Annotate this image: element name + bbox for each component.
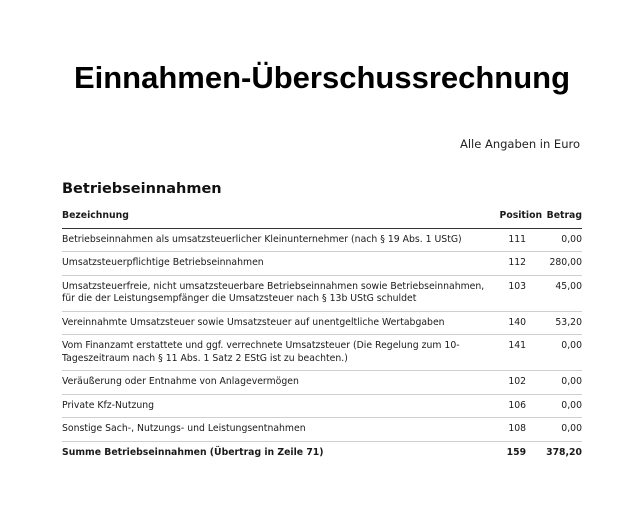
row-position: 103 — [508, 280, 527, 292]
table-row — [62, 335, 582, 371]
table-row — [62, 418, 582, 442]
table-row — [62, 252, 582, 276]
header-description: Bezeichnung — [62, 206, 498, 228]
sum-amount: 378,20 — [546, 446, 582, 458]
header-amount: Betrag — [542, 206, 582, 228]
row-position: 141 — [508, 340, 527, 351]
row-position: 140 — [508, 316, 527, 328]
row-description: Betriebseinnahmen als umsatzsteuerlicher Kleinunternehmer (nach § 19 Abs. 1 UStG) — [62, 228, 498, 252]
row-amount: 0,00 — [542, 418, 582, 442]
table-header-row — [62, 206, 582, 228]
row-amount: 53,20 — [542, 311, 582, 335]
currency-note: Alle Angaben in Euro — [459, 137, 580, 151]
table-row — [62, 228, 582, 252]
row-amount: 0,00 — [542, 371, 582, 395]
row-description: Umsatzsteuerfreie, nicht umsatzsteuerbare Betriebseinnahmen sowie Betriebseinnahmen, für die der Leistungsempfänger die Umsatzsteuer nach § 13b UStG schuldet — [62, 275, 498, 311]
page-title: Einnahmen-Überschussrechnung — [73, 60, 571, 95]
table-row — [62, 311, 582, 335]
sum-description: Summe Betriebseinnahmen (Übertrag in Zeile 71) — [62, 446, 324, 458]
row-description: Private Kfz-Nutzung — [62, 394, 498, 418]
table-row — [62, 394, 582, 418]
section-heading: Betriebseinnahmen — [62, 181, 222, 197]
row-description: Sonstige Sach-, Nutzungs- und Leistungsentnahmen — [62, 418, 498, 442]
table-row — [62, 371, 582, 395]
row-amount: 45,00 — [542, 275, 582, 311]
sum-row — [62, 441, 582, 464]
header-position: Position — [498, 206, 542, 228]
row-amount: 280,00 — [542, 252, 582, 276]
row-description: Vereinnahmte Umsatzsteuer sowie Umsatzsteuer auf unentgeltliche Wertabgaben — [62, 311, 498, 335]
table-row — [62, 275, 582, 311]
row-amount: 0,00 — [542, 394, 582, 418]
row-description: Umsatzsteuerpflichtige Betriebseinnahmen — [62, 252, 498, 276]
income-table — [62, 206, 582, 464]
row-position: 106 — [508, 399, 527, 411]
row-position: 112 — [508, 257, 527, 268]
row-description: Veräußerung oder Entnahme von Anlagevermögen — [62, 371, 498, 395]
row-position: 102 — [508, 376, 527, 387]
sum-position: 159 — [506, 446, 527, 458]
row-amount: 0,00 — [542, 335, 582, 371]
row-description: Vom Finanzamt erstattete und ggf. verrechnete Umsatzsteuer (Die Regelung zum 10-Tageszeitraum nach § 11 Abs. 1 Satz 2 EStG ist zu beachten.) — [62, 335, 498, 371]
row-amount: 0,00 — [542, 228, 582, 252]
row-position: 111 — [508, 233, 527, 245]
row-position: 108 — [508, 423, 527, 434]
